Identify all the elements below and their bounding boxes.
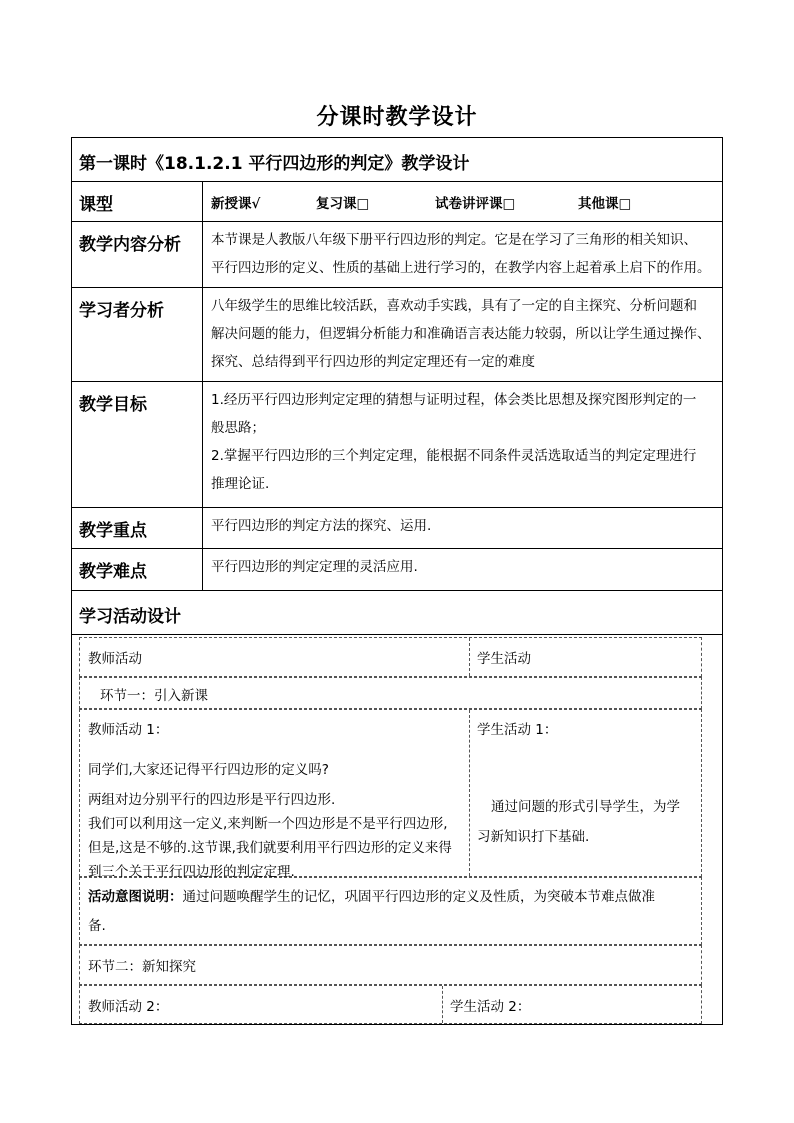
key-points-label: 教学重点 (72, 508, 203, 548)
learner-analysis-row (72, 288, 722, 382)
column-divider (469, 710, 470, 876)
objectives-label: 教学目标 (72, 382, 203, 507)
difficulties-row (72, 549, 722, 591)
text-line: 我们可以利用这一定义,来判断一个四边形是不是平行四边形, (88, 816, 448, 832)
student-activity-1-text (477, 792, 697, 852)
text-line: 通过问题的形式引导学生，为学 (491, 799, 680, 815)
activity-header-box (79, 637, 702, 677)
text-line: 平行四边形的定义、性质的基础上进行学习的，在教学内容上起着承上启下的作用。 (211, 260, 711, 276)
student-activity-2-label: 学生活动 2： (450, 999, 531, 1015)
difficulties-text: 平行四边形的判定定理的灵活应用. (211, 559, 418, 575)
option-other: 其他课□ (578, 196, 632, 212)
intent-text (88, 883, 695, 941)
text-line: 备. (88, 918, 106, 934)
key-points-text: 平行四边形的判定方法的探究、运用. (211, 518, 432, 534)
teacher-activity-1-label: 教师活动 1： (88, 722, 169, 738)
stage-one-label: 环节一：引入新课 (100, 688, 208, 704)
student-activity-header: 学生活动 (477, 651, 531, 667)
content-analysis-text (203, 222, 722, 287)
student-activity-1-label: 学生活动 1： (477, 722, 558, 738)
design-table (71, 137, 723, 1025)
activity-two-box (79, 985, 702, 1024)
lesson-title-row (72, 138, 722, 182)
objectives-text (203, 382, 722, 507)
course-type-row (72, 182, 722, 222)
key-points-row (72, 508, 722, 549)
option-new-lesson: 新授课√ (211, 196, 261, 212)
lesson-title: 第一课时《18.1.2.1 平行四边形的判定》教学设计 (79, 154, 470, 174)
text-line: 2.掌握平行四边形的三个判定定理，能根据不同条件灵活选取适当的判定定理进行 (211, 448, 697, 464)
activity-design-row (72, 591, 722, 635)
text-line: 习新知识打下基础. (477, 829, 590, 845)
page-title: 分课时教学设计 (316, 105, 478, 130)
intent-label: 活动意图说明： (88, 889, 183, 905)
text-line: 到三个关于平行四边形的判定定理. (88, 864, 295, 880)
difficulties-label: 教学难点 (72, 549, 203, 590)
column-divider (442, 986, 443, 1023)
teacher-activity-2-label: 教师活动 2： (88, 999, 169, 1015)
course-type-options (203, 182, 722, 221)
teacher-explanation (88, 812, 470, 884)
teacher-question: 同学们,大家还记得平行四边形的定义吗? (88, 762, 329, 778)
stage-two-box (79, 945, 702, 985)
text-line: 探究、总结得到平行四边形的判定定理还有一定的难度 (211, 354, 535, 370)
learner-analysis-text (203, 288, 722, 381)
text-line: 八年级学生的思维比较活跃，喜欢动手实践，具有了一定的自主探究、分析问题和 (211, 298, 697, 314)
objectives-row (72, 382, 722, 508)
teacher-activity-header: 教师活动 (88, 651, 142, 667)
stage-one-box (79, 677, 702, 709)
intent-line-1: 通过问题唤醒学生的记忆，巩固平行四边形的定义及性质，为突破本节难点做准 (182, 889, 655, 905)
activity-design-heading: 学习活动设计 (79, 607, 181, 627)
text-line: 本节课是人教版八年级下册平行四边形的判定。它是在学习了三角形的相关知识、 (211, 232, 697, 248)
content-analysis-label: 教学内容分析 (72, 222, 203, 287)
parallelogram-definition: 两组对边分别平行的四边形是平行四边形. (88, 792, 336, 808)
text-line: 推理论证. (211, 476, 270, 492)
column-divider (469, 638, 470, 676)
text-line (88, 883, 695, 912)
intent-box (79, 877, 702, 945)
learner-analysis-label: 学习者分析 (72, 288, 203, 381)
stage-two-label: 环节二：新知探究 (88, 959, 196, 975)
text-line: 1.经历平行四边形判定定理的猜想与证明过程，体会类比思想及探究图形判定的一 (211, 392, 697, 408)
activity-one-box (79, 709, 702, 880)
text-line: 般思路； (211, 420, 265, 436)
course-type-label: 课型 (72, 182, 203, 221)
text-line: 但是,这是不够的.这节课,我们就要利用平行四边形的定义来得 (88, 840, 452, 856)
option-exam-review: 试卷讲评课□ (435, 196, 516, 212)
text-line: 解决问题的能力，但逻辑分析能力和准确语言表达能力较弱，所以让学生通过操作、 (211, 326, 711, 342)
option-review: 复习课□ (316, 196, 370, 212)
content-analysis-row (72, 222, 722, 288)
